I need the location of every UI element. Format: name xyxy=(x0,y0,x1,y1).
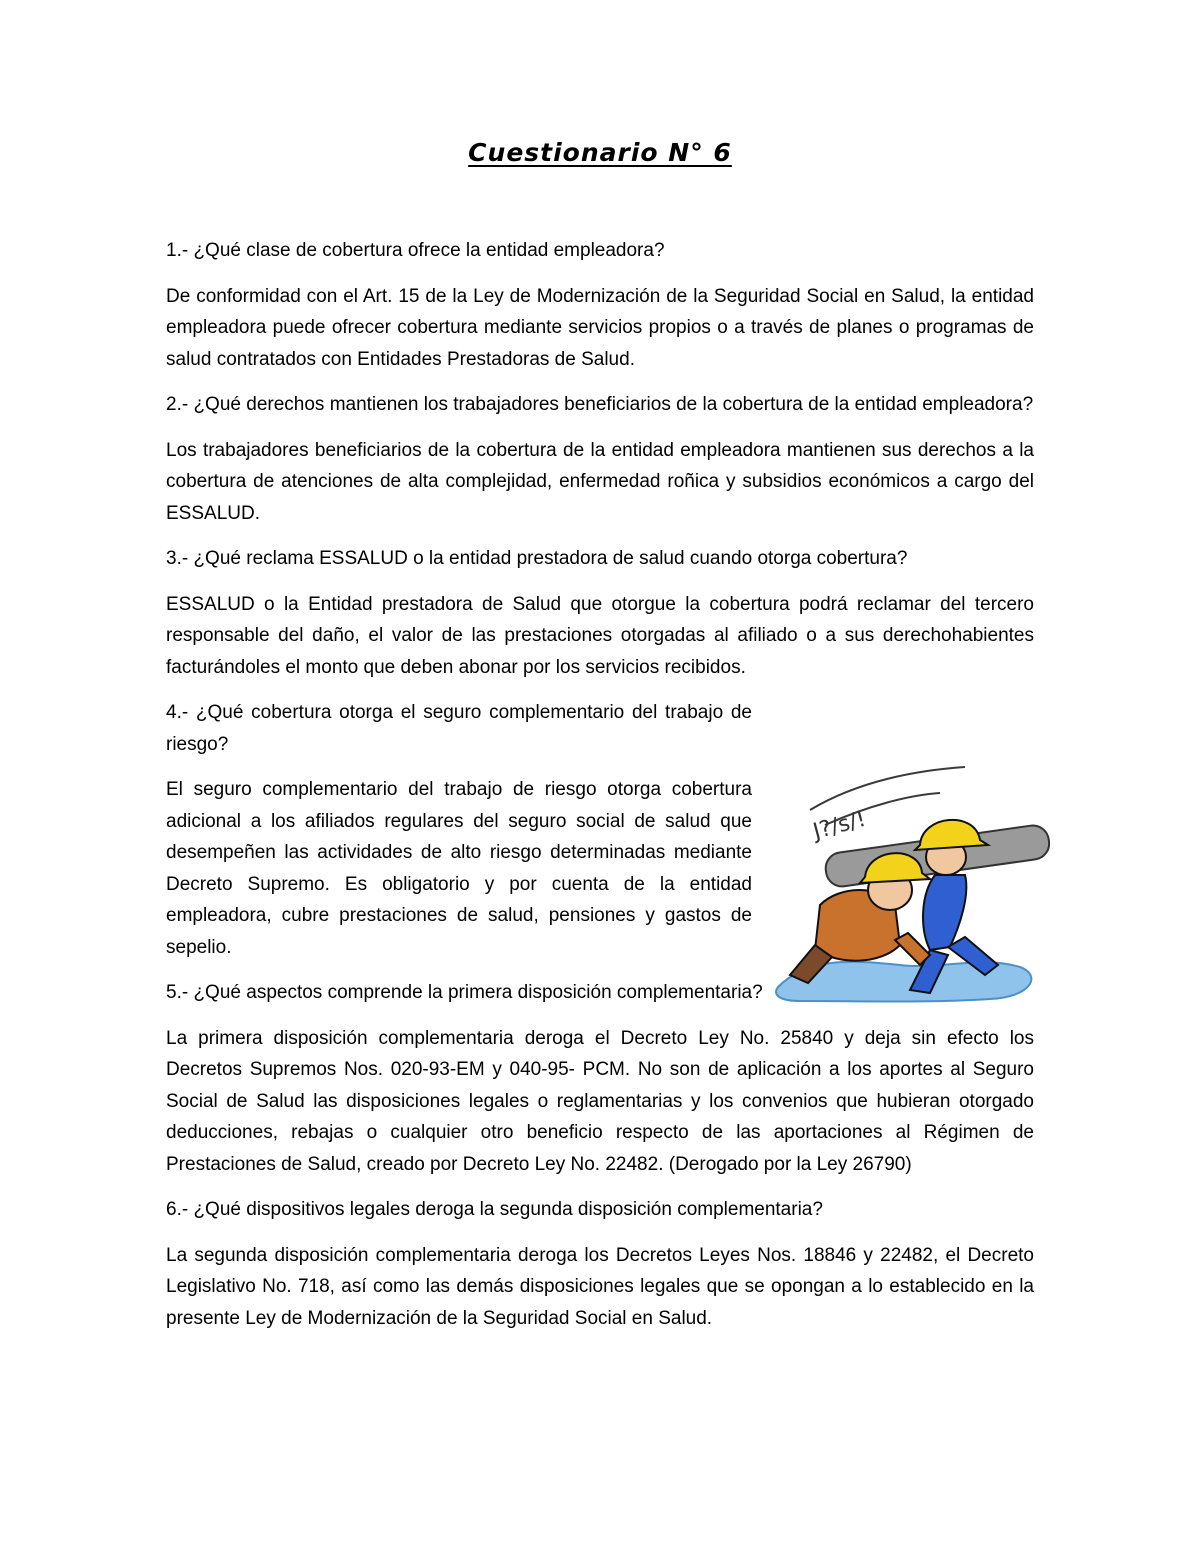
question-2: 2.- ¿Qué derechos mantienen los trabajadores beneficiarios de la cobertura de la entidad empleadora? xyxy=(166,394,1034,415)
question-4: 4.- ¿Qué cobertura otorga el seguro complementario del trabajo de riesgo? xyxy=(166,702,752,755)
question-6: 6.- ¿Qué dispositivos legales deroga la segunda disposición complementaria? xyxy=(166,1199,823,1220)
answer-3: ESSALUD o la Entidad prestadora de Salud que otorgue la cobertura podrá reclamar del tercero responsable del daño, el valor de las prestaciones otorgadas al afiliado o a sus derechohabientes facturándoles el monto que deben abonar por los servicios recibidos. xyxy=(166,593,1034,678)
workers-illustration xyxy=(770,765,1050,1005)
answer-5: La primera disposición complementaria deroga el Decreto Ley No. 25840 y deja sin efecto los Decretos Supremos Nos. 020-93-EM y 040-95- PCM. No son de aplicación a los aportes al Seguro Social de Salud las disposiciones legales o reglamentarias y los convenios que hubieran otorgado deducciones, rebajas o cualquier otro beneficio respecto de las aportaciones al Régimen de Prestaciones de Salud, creado por Decreto Ley No. 22482. (Derogado por la Ley 26790) xyxy=(166,1027,1034,1175)
answer-1: De conformidad con el Art. 15 de la Ley de Modernización de la Seguridad Social en Salud, la entidad empleadora puede ofrecer cobertura mediante servicios propios o a través de planes o programas de salud contratados con Entidades Prestadoras de Salud. xyxy=(166,285,1034,370)
question-3: 3.- ¿Qué reclama ESSALUD o la entidad prestadora de salud cuando otorga cobertura? xyxy=(166,548,908,569)
answer-2: Los trabajadores beneficiarios de la cobertura de la entidad empleadora mantienen sus derechos a la cobertura de atenciones de alta complejidad, enfermedad roñica y subsidios económicos a cargo del ESSALUD. xyxy=(166,439,1034,524)
page-title: Cuestionario N° 6 xyxy=(468,138,732,167)
scribble-text: J?/s/! xyxy=(810,806,869,845)
answer-6: La segunda disposición complementaria deroga los Decretos Leyes Nos. 18846 y 22482, el Decreto Legislativo No. 718, así como las demás disposiciones legales que se opongan a lo establecido en la presente Ley de Modernización de la Seguridad Social en Salud. xyxy=(166,1244,1034,1329)
question-5: 5.- ¿Qué aspectos comprende la primera disposición complementaria? xyxy=(166,982,763,1003)
question-1: 1.- ¿Qué clase de cobertura ofrece la entidad empleadora? xyxy=(166,240,665,261)
answer-4: El seguro complementario del trabajo de riesgo otorga cobertura adicional a los afiliados regulares del seguro social de salud que desempeñen las actividades de alto riesgo determinadas mediante Decreto Supremo. Es obligatorio y por cuenta de la entidad empleadora, cubre prestaciones de salud, pensiones y gastos de sepelio. xyxy=(166,779,752,958)
